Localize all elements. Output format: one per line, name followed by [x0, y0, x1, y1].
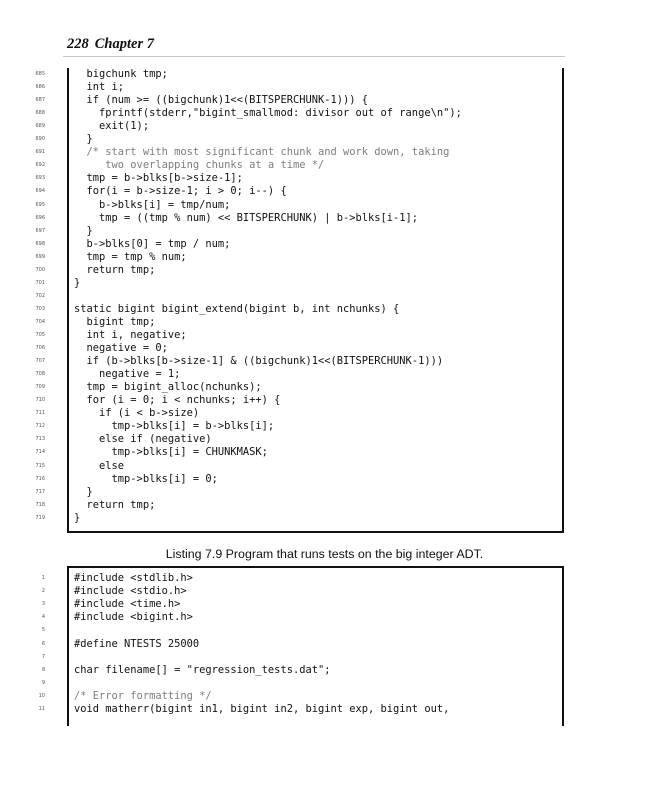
code-listing-bottom — [38, 566, 564, 726]
line-number: 700 — [35, 266, 45, 273]
code-text: bigint tmp; — [74, 315, 156, 328]
code-text: } — [74, 276, 81, 289]
code-text: } — [74, 224, 93, 237]
code-text: #include <time.h> — [74, 598, 181, 611]
code-text: int i; — [74, 81, 125, 94]
code-text: bigchunk tmp; — [74, 68, 168, 80]
code-text: else if (negative) — [74, 433, 212, 446]
line-number: 2 — [41, 588, 45, 595]
code-text: fprintf(stderr,"bigint_smallmod: divisor out of range\n"); — [74, 107, 462, 120]
line-number: 3 — [41, 601, 45, 608]
page-header — [67, 36, 154, 53]
line-number: 689 — [35, 123, 45, 130]
line-number: 716 — [35, 475, 45, 482]
page-number: 228 — [67, 36, 89, 52]
code-text: tmp = ((tmp % num) << BITSPERCHUNK) | b->blks[i-1]; — [74, 211, 419, 224]
code-text: tmp = bigint_alloc(nchunks); — [74, 381, 262, 394]
line-number: 709 — [35, 384, 45, 391]
code-text: return tmp; — [74, 498, 156, 511]
code-text: tmp = tmp % num; — [74, 250, 187, 263]
line-number: 10 — [38, 692, 45, 699]
line-number: 711 — [35, 410, 45, 417]
code-text: two overlapping chunks at a time */ — [74, 159, 325, 172]
line-number: 7 — [41, 653, 45, 660]
line-number: 697 — [35, 227, 45, 234]
line-number: 717 — [35, 488, 45, 495]
line-number: 691 — [35, 149, 45, 156]
line-number: 703 — [35, 305, 45, 312]
code-text: } — [74, 511, 81, 524]
code-text: static bigint bigint_extend(bigint b, int nchunks) { — [74, 302, 400, 315]
line-number: 696 — [35, 214, 45, 221]
line-number: 714 — [35, 449, 45, 456]
line-number: 8 — [41, 666, 45, 673]
code-text: if (b->blks[b->size-1] & ((bigchunk)1<<(BITSPERCHUNK-1))) — [74, 355, 444, 368]
line-number: 687 — [35, 97, 45, 104]
code-listing-top — [35, 68, 564, 533]
code-text: exit(1); — [74, 120, 150, 133]
line-number: 9 — [41, 679, 45, 686]
line-number: 688 — [35, 110, 45, 117]
line-number: 686 — [35, 84, 45, 91]
line-number: 698 — [35, 240, 45, 247]
code-text: negative = 1; — [74, 368, 181, 381]
line-number: 705 — [35, 332, 45, 338]
line-number: 699 — [35, 253, 45, 260]
line-number: 704 — [35, 318, 45, 325]
code-text: #define NTESTS 25000 — [74, 637, 200, 650]
code-text: if (num >= ((bigchunk)1<<(BITSPERCHUNK-1))) { — [74, 94, 369, 107]
code-text: tmp = b->blks[b->size-1]; — [74, 172, 243, 185]
line-number: 4 — [41, 614, 45, 621]
code-text: tmp->blks[i] = 0; — [74, 472, 218, 485]
line-number: 708 — [35, 371, 45, 378]
code-text: tmp->blks[i] = CHUNKMASK; — [74, 446, 268, 459]
line-number: 713 — [35, 436, 45, 443]
code-text: } — [74, 133, 93, 146]
line-number: 690 — [35, 136, 45, 143]
code-text: #include <bigint.h> — [74, 611, 193, 624]
line-number: 719 — [35, 514, 45, 521]
line-number: 692 — [35, 162, 45, 169]
line-number: 701 — [35, 279, 45, 286]
code-text: for(i = b->size-1; i > 0; i--) { — [74, 185, 287, 198]
line-number: 715 — [35, 462, 45, 469]
code-text: if (i < b->size) — [74, 407, 200, 420]
code-text: char filename[] = "regression_tests.dat"; — [74, 663, 331, 676]
code-text: #include <stdio.h> — [74, 585, 187, 598]
line-number: 707 — [35, 358, 45, 365]
code-text: negative = 0; — [74, 342, 168, 355]
code-text: void matherr(bigint in1, bigint in2, bigint exp, bigint out, — [74, 703, 450, 715]
code-text: #include <stdlib.h> — [74, 572, 193, 584]
chapter-title: Chapter 7 — [94, 36, 154, 52]
line-number: 706 — [35, 345, 45, 352]
code-text: } — [74, 485, 93, 498]
line-number: 710 — [35, 397, 45, 404]
code-text: /* start with most significant chunk and work down, taking — [74, 146, 450, 159]
line-number: 712 — [35, 423, 45, 430]
listing-caption: Listing 7.9 Program that runs tests on the big integer ADT. — [165, 547, 484, 561]
code-text: /* Error formatting */ — [74, 689, 212, 702]
code-text: int i, negative; — [74, 329, 187, 341]
code-text: for (i = 0; i < nchunks; i++) { — [74, 394, 281, 407]
code-text: return tmp; — [74, 263, 156, 276]
line-number: 693 — [35, 175, 45, 182]
code-text: b->blks[i] = tmp/num; — [74, 198, 231, 211]
line-number: 695 — [35, 201, 45, 208]
code-text: tmp->blks[i] = b->blks[i]; — [74, 420, 275, 433]
line-number: 11 — [38, 706, 45, 712]
line-number: 718 — [35, 501, 45, 508]
line-number: 5 — [41, 627, 45, 634]
code-text: else — [74, 459, 125, 472]
line-number: 1 — [41, 575, 45, 581]
line-number: 702 — [35, 292, 45, 299]
line-number: 6 — [41, 640, 45, 647]
code-text: b->blks[0] = tmp / num; — [74, 237, 231, 250]
line-number: 685 — [35, 71, 45, 77]
header-rule — [63, 56, 565, 57]
line-number: 694 — [35, 188, 45, 195]
